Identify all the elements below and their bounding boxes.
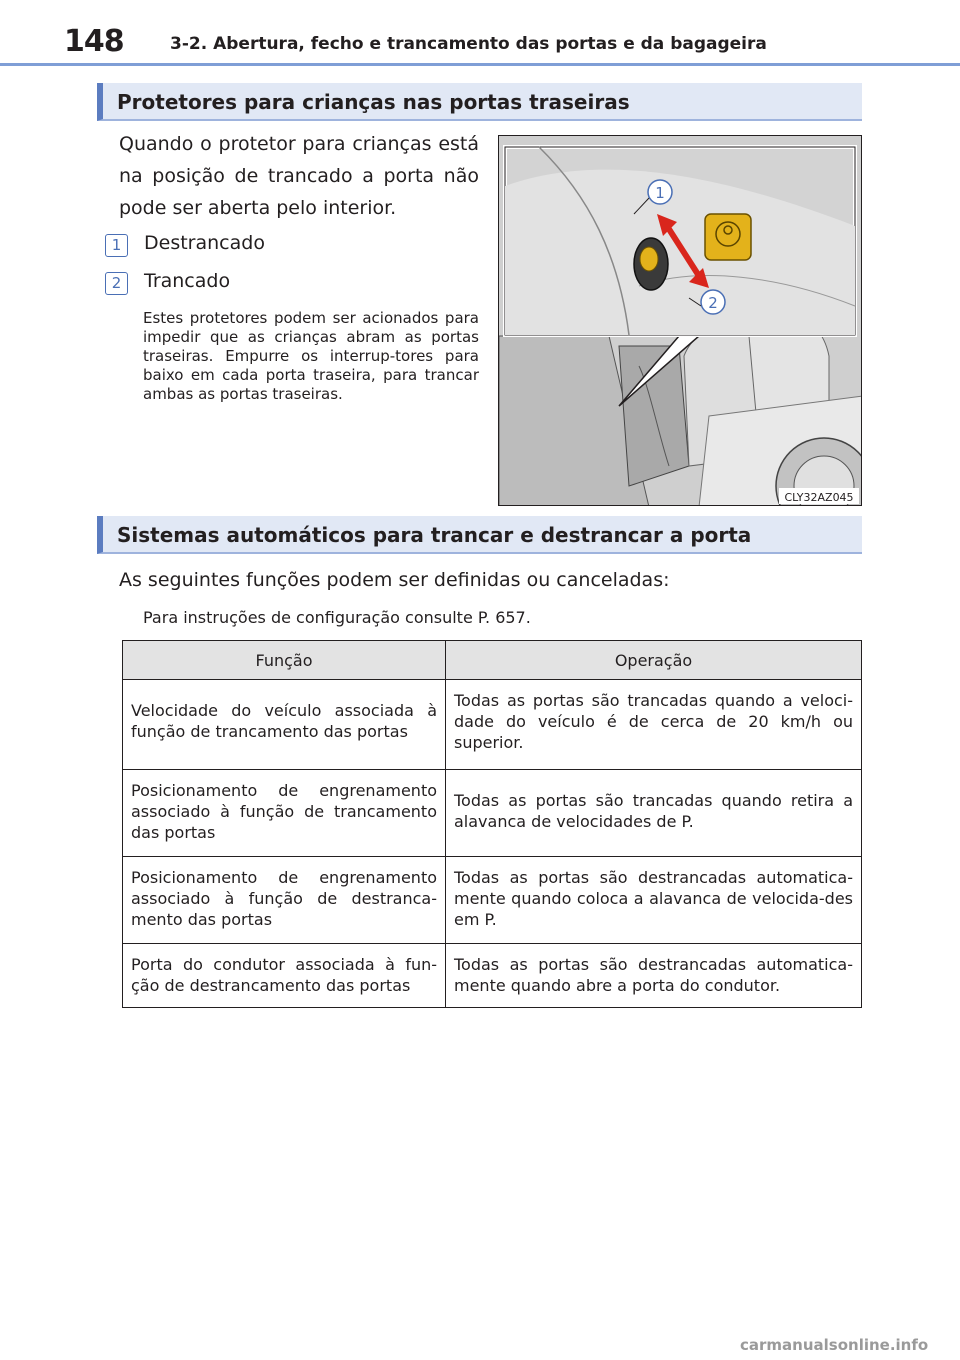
table-cell: Todas as portas são destrancadas automatica-mente quando abre a porta do condutor. xyxy=(446,944,862,1008)
item-label: Trancado xyxy=(144,270,231,292)
table-cell: Todas as portas são trancadas quando a veloci-dade do veículo é de cerca de 20 km/h ou superior. xyxy=(446,680,862,770)
header-rule xyxy=(0,63,960,66)
table-row xyxy=(123,857,862,944)
settings-reference: Para instruções de configuração consulte P. 657. xyxy=(143,608,531,627)
column-header-function: Função xyxy=(123,641,446,680)
item-label: Destrancado xyxy=(144,232,265,254)
section-heading-auto-lock xyxy=(97,516,862,554)
page-number: 148 xyxy=(64,24,124,59)
table-header-row xyxy=(123,641,862,680)
functions-intro: As seguintes funções podem ser definidas ou canceladas: xyxy=(119,569,670,591)
section-title: Protetores para crianças nas portas traseiras xyxy=(117,90,630,114)
table-row xyxy=(123,944,862,1008)
table-row xyxy=(123,680,862,770)
column-header-operation: Operação xyxy=(446,641,862,680)
table-cell: Todas as portas são trancadas quando retira a alavanca de velocidades de P. xyxy=(446,770,862,857)
section-heading-child-protectors xyxy=(97,83,862,121)
functions-table xyxy=(122,640,862,1008)
table-cell: Posicionamento de engrenamento associado à função de trancamento das portas xyxy=(123,770,446,857)
note-paragraph: Estes protetores podem ser acionados para impedir que as crianças abram as portas traseiras. Empurre os interrup-tores para baixo em cada porta traseira, para trancar ambas as portas traseiras. xyxy=(143,309,479,403)
table-cell: Todas as portas são destrancadas automatica-mente quando coloca a alavanca de velocida-des em P. xyxy=(446,857,862,944)
watermark: carmanualsonline.info xyxy=(740,1336,929,1354)
table-cell: Velocidade do veículo associada à função de trancamento das portas xyxy=(123,680,446,770)
callout-number-1: 1 xyxy=(105,234,128,257)
child-protector-illustration xyxy=(498,135,862,506)
table-cell: Posicionamento de engrenamento associado à função de destranca-mento das portas xyxy=(123,857,446,944)
table-cell: Porta do condutor associada à fun-ção de destrancamento das portas xyxy=(123,944,446,1008)
section-title: Sistemas automáticos para trancar e destrancar a porta xyxy=(117,523,752,547)
chapter-title: 3-2. Abertura, fecho e trancamento das portas e da bagageira xyxy=(170,34,767,54)
intro-paragraph: Quando o protetor para crianças está na posição de trancado a porta não pode ser aberta pelo interior. xyxy=(119,133,479,219)
figure-code: CLY32AZ045 xyxy=(784,491,854,504)
figure-callout-2: 2 xyxy=(708,294,718,312)
table-row xyxy=(123,770,862,857)
page-header xyxy=(0,0,960,66)
figure-callout-1: 1 xyxy=(655,184,665,202)
callout-number-2: 2 xyxy=(105,272,128,295)
